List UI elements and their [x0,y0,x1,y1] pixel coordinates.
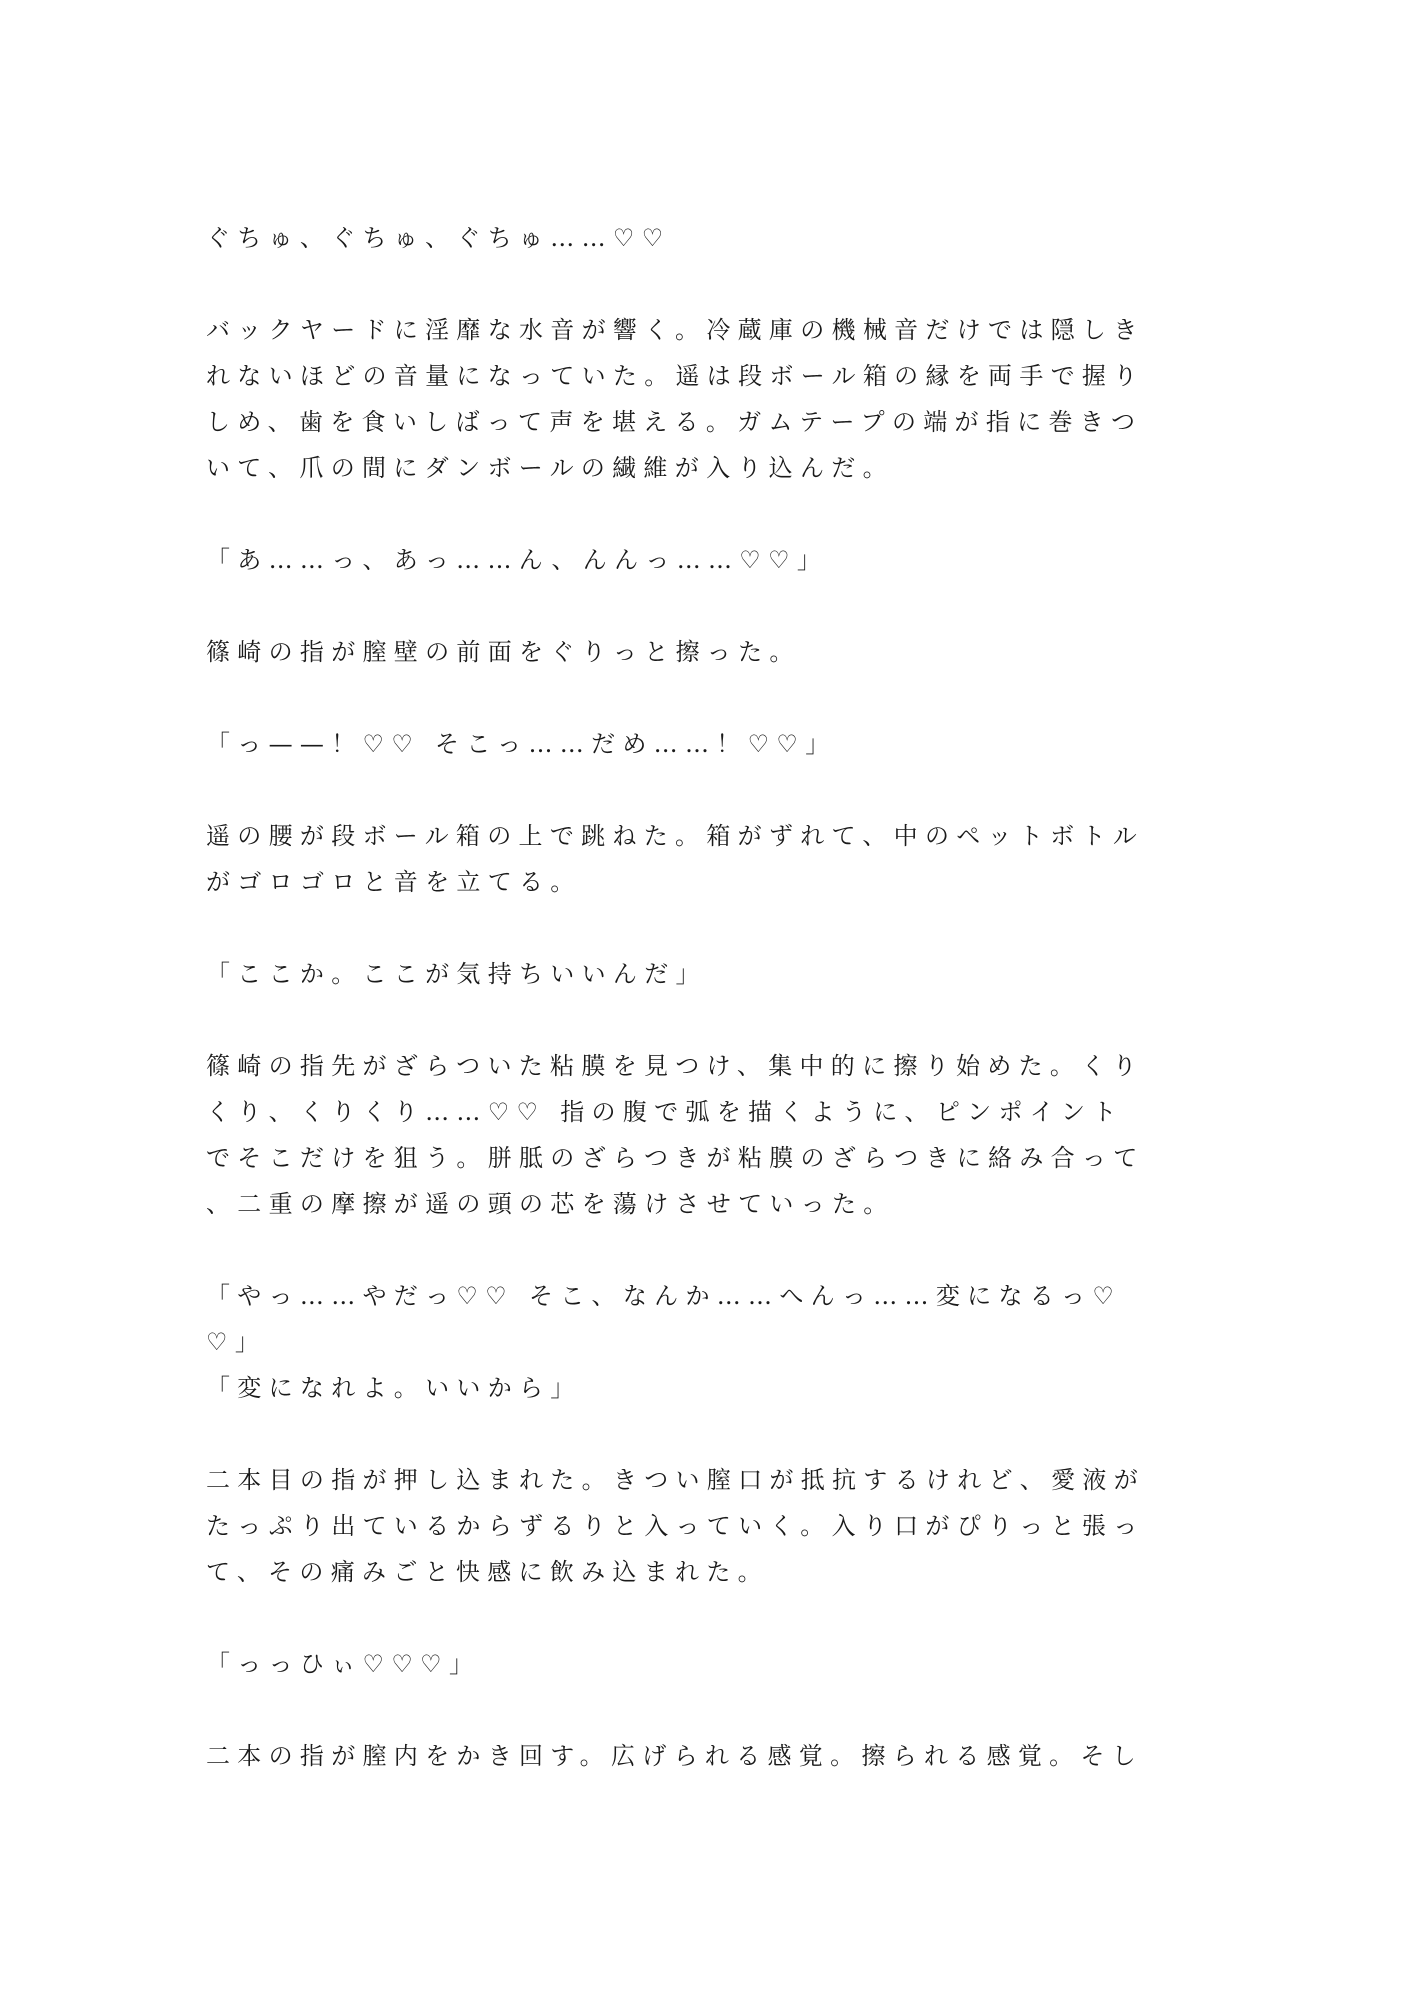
blank-line [206,491,1216,537]
text-line: バックヤードに淫靡な水音が響く。冷蔵庫の機械音だけでは隠しき [206,316,1145,344]
text-line: れないほどの音量になっていた。遥は段ボール箱の縁を両手で握り [206,362,1145,390]
text-line: 「やっ……やだっ♡♡ そこ、なんか……へんっ……変になるっ♡ [206,1282,1122,1310]
text-line: くり、くりくり……♡♡ 指の腹で弧を描くように、ピンポイント [206,1098,1124,1126]
blank-line [206,767,1216,813]
text-line: 篠崎の指先がざらついた粘膜を見つけ、集中的に擦り始めた。くり [206,1052,1144,1080]
blank-line [206,905,1216,951]
blank-line [206,1595,1216,1641]
blank-line [206,1687,1216,1733]
text-line: 「ここか。ここが気持ちいいんだ」 [206,960,707,988]
text-line: 二本目の指が押し込まれた。きつい膣口が抵抗するけれど、愛液が [206,1466,1145,1494]
text-line: 、二重の摩擦が遥の頭の芯を蕩けさせていった。 [206,1190,895,1218]
text-line: ぐちゅ、ぐちゅ、ぐちゅ……♡♡ [206,224,671,252]
text-line: 遥の腰が段ボール箱の上で跳ねた。箱がずれて、中のペットボトル [206,822,1145,850]
blank-line [206,1227,1216,1273]
text-line: て、その痛みごと快感に飲み込まれた。 [206,1558,769,1586]
text-line: 「あ……っ、あっ……ん、んんっ……♡♡」 [206,546,829,574]
blank-line [206,261,1216,307]
text-line: 篠崎の指が膣壁の前面をぐりっと擦った。 [206,638,801,666]
blank-line [206,675,1216,721]
text-line: でそこだけを狙う。胼胝のざらつきが粘膜のざらつきに絡み合って [206,1144,1145,1172]
text-line: ♡」 [206,1328,267,1356]
text-line: 二本の指が膣内をかき回す。広げられる感覚。擦られる感覚。そし [206,1742,1144,1770]
text-line: がゴロゴロと音を立てる。 [206,868,582,896]
blank-line [206,583,1216,629]
blank-line [206,997,1216,1043]
document-page [206,215,1216,1779]
text-line: 「変になれよ。いいから」 [206,1374,582,1402]
text-line: たっぷり出ているからずるりと入っていく。入り口がぴりっと張っ [206,1512,1145,1540]
text-line: 「っっひぃ♡♡♡」 [206,1650,481,1678]
text-line: 「っ——！♡♡ そこっ……だめ……！♡♡」 [206,730,837,758]
text-line: しめ、歯を食いしばって声を堪える。ガムテープの端が指に巻きつ [206,408,1143,436]
text-line: いて、爪の間にダンボールの繊維が入り込んだ。 [206,454,894,482]
blank-line [206,1411,1216,1457]
